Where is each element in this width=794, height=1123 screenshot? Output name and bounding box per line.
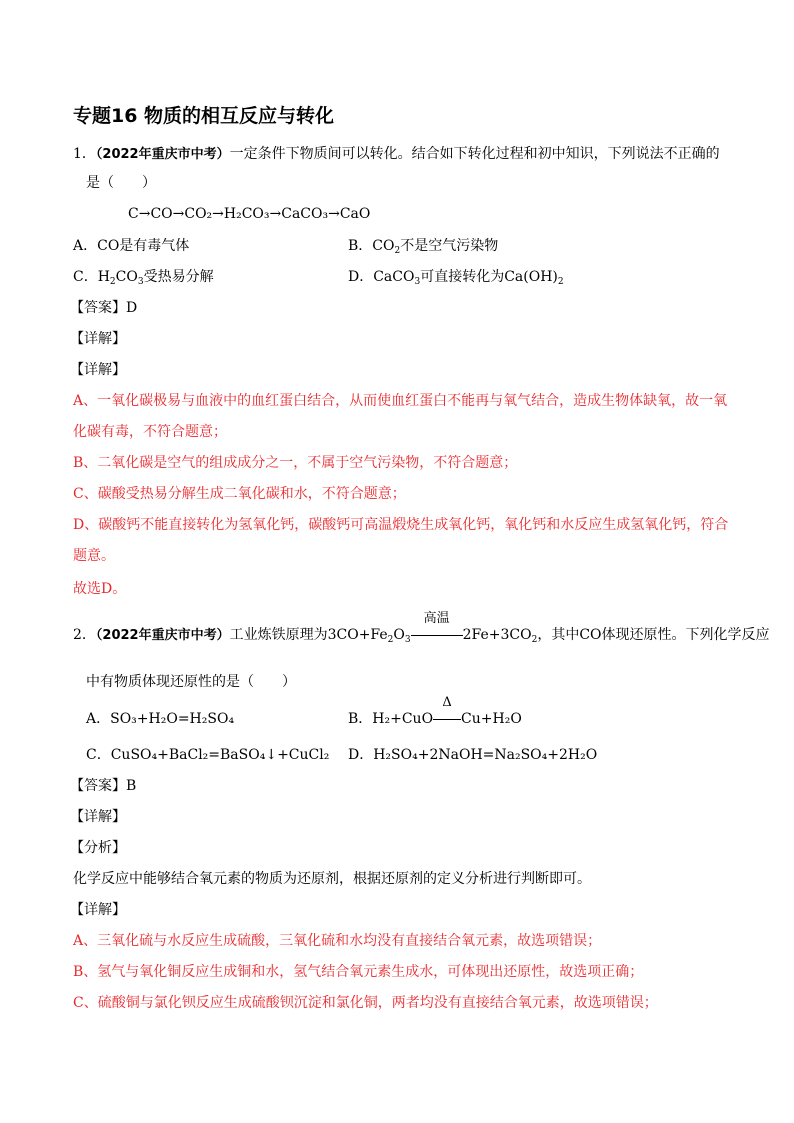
question-text: 一定条件下物质间可以转化。结合如下转化过程和初中知识，下列说法不正确的 — [229, 146, 720, 162]
q1-option-d: D．CaCO$_3$可直接转化为$Ca(OH)_2$ — [348, 269, 564, 287]
q1-explain-d: D、碳酸钙不能直接转化为氢氧化钙，碳酸钙可高温煅烧生成氧化钙，氧化钙和水反应生成氢氧化钙，符合 — [73, 517, 729, 533]
q1-option-c: C．$H_2CO_3$受热易分解 — [73, 269, 214, 287]
page-title: 专题16 物质的相互反应与转化 — [73, 105, 335, 127]
question-1-stem — [73, 144, 720, 165]
question-2-stem: 2．（2022年重庆市中考）工业炼铁原理为$3CO+Fe_2O_3$ 高温 $2Fe+3CO_2$，其中CO体现还原性。下列化学反应 — [73, 611, 770, 645]
q2-detail-heading: 【详解】 — [70, 809, 126, 825]
q2-answer: 【答案】B — [70, 778, 137, 794]
q1-detail-heading-2: 【详解】 — [70, 362, 126, 378]
q1-explain-d-cont: 题意。 — [73, 548, 115, 564]
question-2-stem-cont: 中有物质体现还原性的是（ ） — [86, 674, 296, 690]
q1-option-a: A．CO是有毒气体 — [73, 238, 190, 254]
q2-option-b: B．H₂+CuO Δ Cu+H₂O — [348, 695, 522, 727]
question-source: （2022年重庆市中考） — [95, 628, 230, 643]
question-source: （2022年重庆市中考） — [95, 147, 230, 162]
q2-analysis-text: 化学反应中能够结合氧元素的物质为还原剂，根据还原剂的定义分析进行判断即可。 — [73, 871, 591, 887]
q1-option-b: B．$CO_2$不是空气污染物 — [348, 238, 499, 256]
question-number: 2． — [73, 627, 96, 643]
q1-explain-b: B、二氧化碳是空气的组成成分之一，不属于空气污染物，不符合题意； — [73, 455, 518, 471]
q1-answer: 【答案】D — [70, 300, 138, 316]
q2-explain-a: A、三氧化硫与水反应生成硫酸，三氧化硫和水均没有直接结合氧元素，故选项错误； — [73, 933, 602, 949]
q1-explain-c: C、碳酸受热易分解生成二氧化碳和水，不符合题意； — [73, 486, 406, 502]
question-1-stem-cont: 是（ ） — [86, 175, 156, 191]
reaction-condition: 高温 — [411, 625, 463, 645]
q1-detail-heading: 【详解】 — [70, 331, 126, 347]
q1-explain-a-cont: 化碳有毒，不符合题意； — [73, 424, 227, 440]
q2-option-c: C．CuSO₄+BaCl₂=BaSO₄↓+CuCl₂ — [86, 747, 330, 763]
reaction-condition: Δ — [433, 709, 461, 729]
q2-explain-c: C、硫酸铜与氯化钡反应生成硫酸钡沉淀和氯化铜，两者均没有直接结合氧元素，故选项错误； — [73, 995, 658, 1011]
q2-option-d: D．H₂SO₄+2NaOH=Na₂SO₄+2H₂O — [348, 747, 598, 763]
q2-analysis-heading: 【分析】 — [70, 840, 126, 856]
q2-explain-b: B、氢气与氧化铜反应生成铜和水，氢气结合氧元素生成水，可体现出还原性，故选项正确； — [73, 964, 644, 980]
q1-conclusion: 故选D。 — [73, 581, 127, 597]
q2-detail-heading-2: 【详解】 — [70, 902, 126, 918]
q2-option-a: A．SO₃+H₂O=H₂SO₄ — [86, 711, 235, 727]
q1-explain-a: A、一氧化碳极易与血液中的血红蛋白结合，从而使血红蛋白不能再与氧气结合，造成生物体缺氧，故一氧 — [73, 393, 728, 409]
question-number: 1． — [73, 146, 96, 162]
conversion-chain: C→CO→CO₂→H₂CO₃→CaCO₃→CaO — [128, 206, 371, 222]
